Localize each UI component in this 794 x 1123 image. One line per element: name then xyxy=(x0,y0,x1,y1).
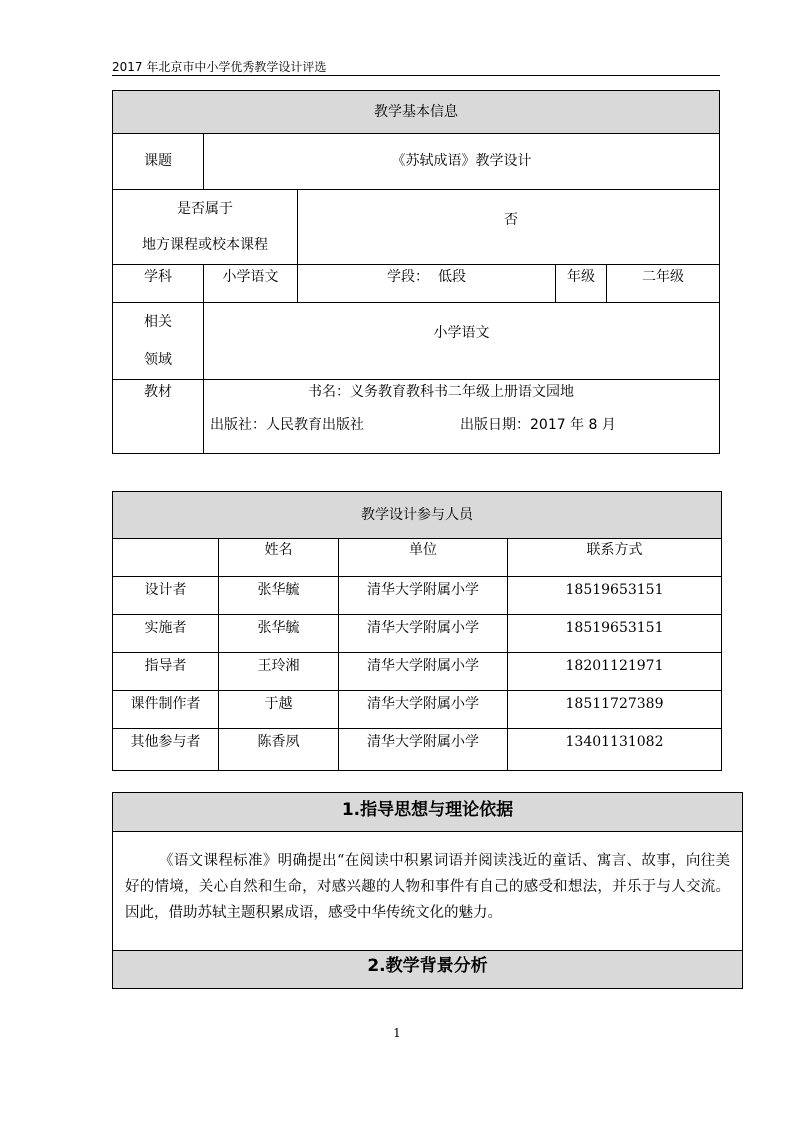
section1-body: 《语文课程标准》明确提出“在阅读中积累词语并阅读浅近的童话、寓言、故事，向往美好的情境，关心自然和生命，对感兴趣的人物和事件有自己的感受和想法，并乐于与人交流。因此，借助苏轼主题积累成语，感受中华传统文化的魅力。 xyxy=(125,853,730,921)
page-header: 2017 年北京市中小学优秀教学设计评选 xyxy=(112,60,327,74)
phone-cell: 18201121971 xyxy=(508,653,722,691)
basic-info-title: 教学基本信息 xyxy=(113,91,720,134)
page-number: 1 xyxy=(393,1026,401,1040)
subject-value: 小学语文 xyxy=(204,265,298,303)
role-cell: 设计者 xyxy=(113,577,219,615)
section1-title: 1.指导思想与理论依据 xyxy=(113,793,742,832)
basic-info-table xyxy=(112,90,720,454)
section2-title: 2.教学背景分析 xyxy=(113,951,742,988)
participants-title: 教学设计参与人员 xyxy=(113,492,722,539)
table-row xyxy=(113,691,722,729)
unit-cell: 清华大学附属小学 xyxy=(339,577,508,615)
unit-cell: 清华大学附属小学 xyxy=(339,653,508,691)
local-course-value: 否 xyxy=(298,190,720,265)
grade-value: 二年级 xyxy=(607,265,720,303)
field-label xyxy=(113,303,204,380)
header-divider xyxy=(112,75,720,76)
col-header xyxy=(113,539,219,577)
name-cell: 于越 xyxy=(219,691,339,729)
role-cell: 其他参与者 xyxy=(113,729,219,771)
phone-cell: 13401131082 xyxy=(508,729,722,771)
publisher: 出版社：人民教育出版社 xyxy=(210,416,364,433)
name-cell: 陈香夙 xyxy=(219,729,339,771)
field-label-line1: 相关 xyxy=(144,314,172,330)
publisher-line xyxy=(204,401,719,434)
unit-cell: 清华大学附属小学 xyxy=(339,691,508,729)
pub-date: 出版日期：2017 年 8 月 xyxy=(460,416,616,433)
table-row xyxy=(113,615,722,653)
table-row xyxy=(113,653,722,691)
stage-value: 低段 xyxy=(437,269,466,285)
grade-label: 年级 xyxy=(556,265,607,303)
material-value xyxy=(204,380,720,454)
phone-cell: 18511727389 xyxy=(508,691,722,729)
field-label-line2: 领域 xyxy=(144,352,172,368)
unit-cell: 清华大学附属小学 xyxy=(339,729,508,771)
phone-cell: 18519653151 xyxy=(508,615,722,653)
participants-table xyxy=(112,491,722,771)
col-header-contact: 联系方式 xyxy=(508,539,722,577)
phone-cell: 18519653151 xyxy=(508,577,722,615)
name-cell: 张华毓 xyxy=(219,615,339,653)
local-label-line2: 地方课程或校本课程 xyxy=(142,237,268,253)
book-line: 书名：义务教育教科书二年级上册语文园地 xyxy=(308,384,574,400)
local-label-line1: 是否属于 xyxy=(177,201,233,217)
stage-label: 学段： xyxy=(387,269,430,285)
stage-cell xyxy=(298,265,556,303)
subject-label: 学科 xyxy=(113,265,204,303)
field-value: 小学语文 xyxy=(204,303,720,380)
section-guiding-ideas xyxy=(112,792,743,951)
role-cell: 课件制作者 xyxy=(113,691,219,729)
col-header-name: 姓名 xyxy=(219,539,339,577)
table-row xyxy=(113,729,722,771)
name-cell: 王玲湘 xyxy=(219,653,339,691)
unit-cell: 清华大学附属小学 xyxy=(339,615,508,653)
role-cell: 实施者 xyxy=(113,615,219,653)
material-label: 教材 xyxy=(113,380,204,454)
topic-value: 《苏轼成语》教学设计 xyxy=(204,134,720,190)
name-cell: 张华毓 xyxy=(219,577,339,615)
topic-label: 课题 xyxy=(113,134,204,190)
role-cell: 指导者 xyxy=(113,653,219,691)
local-course-label xyxy=(113,190,298,265)
col-header-unit: 单位 xyxy=(339,539,508,577)
section-background-analysis xyxy=(112,950,743,989)
table-row xyxy=(113,577,722,615)
